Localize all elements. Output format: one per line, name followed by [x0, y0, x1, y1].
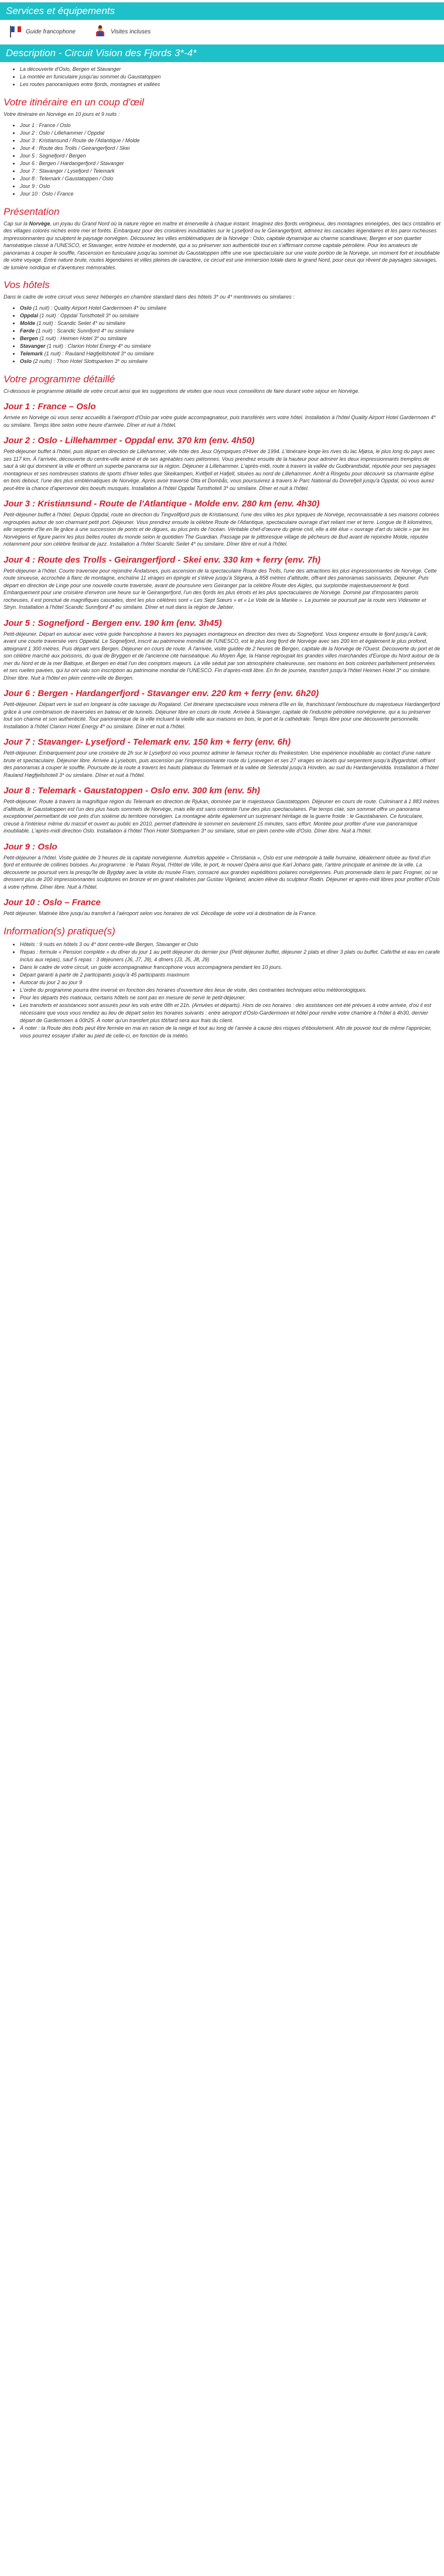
info-item: • Hôtels : 9 nuits en hôtels 3 ou 4* dont centre-ville Bergen, Stavanger et Oslo [20, 941, 444, 948]
itinerary-day: • Jour 7 : Stavanger / Lysefjord / Telemark [20, 167, 444, 175]
itinerary-day: • Jour 10 : Oslo / France [20, 190, 444, 198]
highlight-item: • Les routes panoramiques entre fjords, montagnes et vallées [20, 81, 444, 88]
page [0, 2, 444, 1040]
description-section [0, 44, 444, 1040]
itinerary-title: Votre itinéraire en un coup d'œil [4, 97, 144, 108]
itinerary-intro: Votre itinéraire en Norvège en 10 jours et 9 nuits : [4, 111, 120, 117]
hotel-item: • Oppdal (1 nuit) : Oppdal Turisthotell 3* ou similaire [20, 312, 444, 320]
itinerary-day: • Jour 4 : Route des Trolls / Geirangerfjord / Skei [20, 145, 444, 152]
infos-title: Information(s) pratique(s) [4, 925, 115, 937]
day-title: Jour 2 : Oslo - Lillehammer - Oppdal env. 370 km (env. 4h50) [4, 436, 255, 446]
day-title: Jour 7 : Stavanger- Lysefjord - Telemark env. 150 km + ferry (env. 6h) [4, 737, 291, 747]
hotel-item: • Molde (1 nuit) : Scandic Seilet 4* ou similaire [20, 320, 444, 327]
info-item: • Dans le cadre de votre circuit, un guide accompagnateur francophone vous accompagnera pendant les 10 jours. [20, 964, 444, 971]
day-text: Petit-déjeuner à l'hôtel. Visite guidée de 3 heures de la capitale norvégienne. Autrefois appelée « Christiania », Oslo est une métropole à taille humaine, idéalement située au fond d'un fjord et entourée de collines boisées. Au programme : le Palais Royal, l'Hôtel de Ville, le port, le nouvel Opéra ainsi que Karl Johans gate, l'artère principale et animée de la ville. La découverte se poursuit vers la presqu'île de Bygdøy avec la visite du musée Fram, consacré aux grandes expéditions polaires norvégiennes. Puis promenade dans le parc Frogner, où se dressent plus de 200 impressionnantes sculptures en bronze et en granit réalisées par Gustav Vigeland, ancien élève du sculpteur Rodin. Déjeuner et après-midi libres pour profiter d'Oslo à votre rythme. Dîner libre. Nuit à l'hôtel. [4, 854, 440, 890]
info-item: • L'ordre du programme pourra être inversé en fonction des horaires d'ouverture des lieux de visite, des contraintes techniques et/ou météorologiques. [20, 986, 444, 994]
description-title: Description - Circuit Vision des Fjords 3*-4* [0, 44, 444, 62]
info-item: • Départ garanti à partir de 2 participants jusqu'à 45 participants maximum [20, 971, 444, 979]
day-title: Jour 9 : Oslo [4, 841, 57, 852]
itinerary-day: • Jour 2 : Oslo / Lillehammer / Oppdal [20, 129, 444, 137]
itinerary-day: • Jour 6 : Bergen / Hardangerfjord / Stavanger [20, 160, 444, 167]
info-item: • Autocar du jour 2 au jour 9 [20, 979, 444, 986]
service-visits [93, 25, 151, 39]
info-item: • Pour les départs très matinaux, certains hôtels ne sont pas en mesure de servir le petit-déjeuner. [20, 994, 444, 1002]
service-guide [8, 25, 76, 39]
highlight-item: • La découverte d'Oslo, Bergen et Stavanger [20, 66, 444, 73]
presentation-title: Présentation [4, 205, 60, 217]
description-highlights [0, 66, 444, 88]
day-text: Petit-déjeuner. Départ en autocar avec votre guide francophone à travers les paysages montagneux en direction des rives du Sognefjord. Vous longerez ensuite le fjord jusqu'à Lavik, avant une courte traversée vers Oppedal. Le Sognefjord, inscrit au patrimoine mondial de l'UNESCO, est le plus long fjord de Norvège avec ses 200 km et également le plus profond, atteignant 1 300 mètres. Puis départ vers Bergen. Déjeuner en cours de route. À l'arrivée, visite guidée de 2 heures de Bergen, capitale de la Norvège de l'Ouest. Découverte du port et de son célèbre marché aux poissons, du quai de Bryggen et de l'ancienne cité hanséatique. Au Moyen Âge, la Hanse regroupait les grandes villes marchandes d'Europe du Nord autour de la mer du Nord et de la mer Baltique, et Bergen en était l'un des comptoirs majeurs. La ville séduit par son atmosphère chaleureuse, ses maisons en bois colorées parfaitement préservées et ses ruelles pavées, qui lui ont valu son inscription au patrimoine mondial de l'UNESCO. Fin d'après-midi libre. En fin de journée, transfert jusqu'à l'hôtel Heimen Hotel 3* ou similaire. Dîner libre. Nuit à l'hôtel en plein centre-ville de Bergen. [4, 631, 440, 681]
hotel-item: • Stavanger (1 nuit) : Clarion Hotel Energy 4* ou similaire [20, 342, 444, 350]
itinerary-day: • Jour 1 : France / Oslo [20, 122, 444, 129]
day-text: Petit-déjeuner. Route à travers la magnifique région du Telemark en direction de Rjukan, dominée par le majestueux Gaustatoppen. Déjeuner en cours de route. Culminant à 1 883 mètres d'altitude, le Gaustatoppen est l'un des plus hauts sommets de Norvège, mais elle est sans conteste l'une des plus spectaculaires. Par temps clair, son sommet offre un panorama exceptionnel permettant de voir près d'un sixième du territoire norvégien. La montagne abrite également un surprenant héritage de la guerre froide : le Gaustabanen. Ce funiculaire, creusé à l'intérieur même du massif et ouvert au public en 2010, permet d'atteindre le sommet en seulement 15 minutes, sans effort. Montée pour profiter d'une vue panoramique inoubliable. L'après-midi direction Oslo. Installation à l'hôtel Thon Hotel Slottsparken 3* ou similaire, situé en plein centre-ville d'Oslo. Dîner libre. Nuit à l'hôtel. [4, 799, 439, 834]
info-item: • Les transferts et assistances sont assurés pour les vols entre 08h et 21h. (Arrivées et départs). Hors de ces horaires : des assistances ont été prévues à votre arrivée, d'où il est nécessaire que vous vous rendiez au lieu de départ selon les horaires suivants : entre aéroport d'Oslo-Gardermoen et hôtel pour rendre votre chambre à l'hôtel à 4h30, dernier départ de Gardermoen à 00h25. À noter qu'un transfert plus tôt/tard sera aux frais du client. [20, 1002, 444, 1025]
day-text: Petit-déjeuner. Embarquement pour une croisière de 2h sur le Lysefjord où vous pourrez admirer le fameux rocher du Preikestolen. Une expérience inoubliable au contact d'une nature brute et spectaculaire. Déjeuner libre. Arrivée à Lysebotn, puis ascension par l'impressionnante route du Lysevegen et ses 27 virages en lacets qui serpentent jusqu'à Øygardstøl, offrant des panoramas à couper le souffle. Poursuite de la route à travers les hauts plateaux du Telemark et la vallée de Setesdal jusqu'à Hovden, au sud du Hardangervidda. Installation à l'hôtel Rauland Høgfjellshotell 3* ou similaire. Dîner et nuit à l'hôtel. [4, 750, 439, 778]
day-title: Jour 3 : Kristiansund - Route de l'Atlantique - Molde env. 280 km (env. 4h30) [4, 499, 320, 509]
hotel-item: • Oslo (2 nuits) : Thon Hotel Slottsparken 3* ou similaire [20, 358, 444, 365]
hotel-item: • Oslo (1 nuit) : Quality Airport Hotel Gardermoen 4* ou similaire [20, 304, 444, 312]
day-text: Petit-déjeuner à l'hôtel. Courte traversée pour rejoindre Åndalsnes, puis ascension de la spectaculaire Route des Trolls, l'une des attractions les plus impressionnantes de Norvège. Cette route sinueuse, accrochée à flanc de montagne, enchaîne 11 virages en épingle et s'élève jusqu'à Stigrøra, à 858 mètres d'altitude, offrant des panoramas saisissants. Déjeuner. Puis départ en direction de Linge pour une nouvelle courte traversée, avant de poursuivre vers Geiranger par la célèbre Route des Aigles, qui surplombe majestueusement le fjord. Embarquement pour une croisière d'environ une heure sur le Geirangerfjord, l'un des fjords les plus étroits et les plus spectaculaires de Norvège. Dominé par d'imposantes parois rocheuses, il est ponctué de magnifiques cascades, dont les plus célèbres sont « Les Sept Sœurs » et « Le Voile de la Mariée ». La journée se poursuit par la route vers Videseter et Stryn. Installation à l'hôtel Scandic Sunnfjord 4* ou similaire. Dîner et nuit dans la région de Jølster. [4, 567, 437, 610]
itinerary-list [0, 122, 444, 198]
flag-icon [8, 25, 22, 39]
day-text: Arrivée en Norvège où vous serez accueillis à l'aéroport d'Oslo par votre guide accompagnateur, puis transférés vers votre hôtel. Installation à l'hôtel Quality Airport Hotel Gardermoen 4* ou similaire. Temps libre selon votre heure d'arrivée. Dîner et nuit à l'hôtel. [4, 415, 436, 428]
presentation-text: Cap sur la Norvège, un joyau du Grand Nord où la nature règne en maître et émerveille à chaque instant. Imaginez des fjords vertigineux, des montagnes enneigées, des lacs cristallins et des villages colorés nichés entre mer et forêts. Embarquez pour des croisières inoubliables sur le Lysefjord ou le Geirangerfjord, admirez les cascades légendaires et les paroi rocheuses impressionnantes qui sculptent le paysage norvégien. Découvrez les villes emblématiques de la Norvège : Oslo, capitale dynamique au charme scandinave, Bergen et son quartier hanséatique classé à l'UNESCO, et Stavanger, entre histoire et modernité, qui a su préserver son authenticité tout en s'affirmant comme capitale pétrolière. Pour les amateurs de panoramas à couper le souffle, l'ascension en funiculaire jusqu'au sommet du Gaustatoppen offre une vue spectaculaire sur une vaste portion de la Norvège, un moment fort et inoubliable de votre voyage. Entre nature brute, routes légendaires et villes pleines de caractère, ce circuit est une immersion totale dans le grand Nord, pour ceux qui rêvent de paysages sauvages, de lumière nordique et d'aventures mémorables. [4, 220, 440, 270]
service-guide-label: Guide francophone [26, 28, 76, 35]
day-title: Jour 5 : Sognefjord - Bergen env. 190 km (env. 3h45) [4, 618, 222, 628]
hotels-intro: Dans le cadre de votre circuit vous serez hébergés en chambre standard dans des hôtels 3* ou 4* mentionnés ou similaires : [4, 294, 295, 300]
itinerary-day: • Jour 3 : Kristiansund / Route de l'Atlantique / Molde [20, 137, 444, 145]
highlight-item: • La montée en funiculaire jusqu'au sommet du Gaustatoppen [20, 73, 444, 81]
services-section [0, 2, 444, 44]
day-title: Jour 10 : Oslo – France [4, 898, 101, 907]
hotel-item: • Telemark (1 nuit) : Rauland Høgfjellshotell 3* ou similaire [20, 350, 444, 358]
hotels-list [0, 304, 444, 365]
program-title: Votre programme détaillé [4, 373, 115, 385]
itinerary-day: • Jour 9 : Oslo [20, 183, 444, 190]
info-item: • Repas : formule « Pension complète » du dîner du jour 1 au petit déjeuner du dernier jour (Petit déjeuner buffet, déjeuner 2 plats et dîner 3 plats ou buffet. Café/thé et eau en carafe inclus aux repas), sauf 5 repas : 3 déjeuners (J6, J7, J9), 4 dîners (J3, J5, J8, J9) [20, 948, 444, 964]
day-title: Jour 1 : France – Oslo [4, 402, 96, 412]
services-list [0, 20, 444, 44]
program-intro: Ci-dessous le programme détaillé de votre circuit ainsi que les suggestions de visites que nous vous conseillons de faire durant votre séjour en Norvège. [4, 388, 360, 394]
hotels-title: Vos hôtels [4, 279, 50, 290]
infos-list [0, 941, 444, 1040]
visitors-icon [93, 25, 107, 39]
day-title: Jour 6 : Bergen - Hardangerfjord - Stavanger env. 220 km + ferry (env. 6h20) [4, 688, 319, 698]
service-visits-label: Visites incluses [111, 28, 151, 35]
day-title: Jour 8 : Telemark - Gaustatoppen - Oslo env. 300 km (env. 5h) [4, 786, 260, 796]
services-title: Services et équipements [0, 2, 444, 20]
day-text: Petit-déjeuner. Départ vers le sud en longeant la côte sauvage du Rogaland. Cet itinéraire spectaculaire vous mènera d'île en île, franchissant l'embouchure du majestueux Hardangerfjord grâce à une combinaison de traversées en bateau et de tunnels. Déjeuner libre en cours de route. Arrivée à Stavanger, capitale de l'industrie pétrolière norvégienne, qui a su préserver tout son charme et son authenticité. Tour panoramique de la ville incluant la vieille ville aux maisons en bois, le port et la cathédrale. Temps libre pour une découverte personnelle. Installation à l'hôtel Clarion Hotel Energy 4* ou similaire. Dîner et nuit à l'hôtel. [4, 701, 440, 729]
day-text: Petit-déjeuner buffet à l'hôtel, puis départ en direction de Lillehammer, ville hôte des Jeux Olympiques d'Hiver de 1994. L'itinéraire longe les rives du lac Mjøsa, le plus long du pays avec ses 117 km. À l'arrivée, découverte du centre-ville animé et de ses agréables rues piétonnes. Vous prendrez ensuite de la hauteur pour admirer les deux impressionnants tremplins de saut à ski qui dominent la ville et offrent un superbe panorama sur la région. Déjeuner à Lillehammer. L'après-midi, route à travers la vallée du Gudbrandsdal, réputée pour ses paysages montagneux et ses nombreuses stations de sports d'hiver telles que Skeikampen, Kvitfjell et Hafjell, situées au nord de Lillehammer. Arrêt à Ringebu pour découvrir sa charmante église en bois debout, l'une des plus emblématiques de Norvège. Après avoir traversé Otta et Dombås, vous poursuivrez à travers le Parc National du Dovrefjell jusqu'à Oppdal, où vous aurez peut-être la chance d'apercevoir des boeufs musqués. Installation à l'hôtel Oppdal Turisthotell 3* ou similaire. Dîner et nuit à l'hôtel. [4, 448, 436, 491]
itinerary-day: • Jour 8 : Telemark / Gaustatoppen / Oslo [20, 175, 444, 183]
info-item: • À noter : la Route des trolls peut être fermée en mai en raison de la neige et tout au long de l'année à cause des risques d'éboulement. Afin de pouvoir tout de même l'apprécier, vous pourrez essayer d'aller au pied de celle-ci, en fonction de la météo. [20, 1025, 444, 1040]
day-text: Petit-déjeuner buffet à l'hôtel. Depuis Oppdal, route en direction du Tingvollfjord puis de Kristiansund, l'une des villes les plus typiques de Norvège, reconnaissable à ses maisons colorées regroupées autour de son charmant petit port. Déjeuner. Vous prendrez ensuite la célèbre Route de l'Atlantique, spectaculaire ouvrage d'art reliant mer et terre. Longue de 8 kilomètres, elle serpente d'île en île grâce à une succession de ponts et de digues, au plus près de l'océan. Véritable chef-d'œuvre du génie civil, elle a été élue « ouvrage d'art du siècle » par les Norvégiens et figure parmi les plus belles routes du monde selon le quotidien The Guardian. Passage par le pittoresque village de pêcheurs de Bud avant de rejoindre Molde, réputée notamment pour son célèbre festival de jazz. Installation à l'hôtel Scandic Seilet 4* ou similaire. Dîner libre et nuit à l'hôtel. [4, 512, 439, 547]
day-text: Petit déjeuner. Matinée libre jusqu'au transfert à l'aéroport selon vos horaires de vol. Décollage de votre vol à destination de la France. [4, 910, 317, 916]
hotel-item: • Bergen (1 nuit) : Heimen Hotel 3* ou similaire [20, 335, 444, 342]
hotel-item: • Førde (1 nuit) : Scandic Sunnfjord 4* ou similaire [20, 327, 444, 335]
itinerary-day: • Jour 5 : Sognefjord / Bergen [20, 152, 444, 160]
day-title: Jour 4 : Route des Trolls - Geirangerfjord - Skei env. 330 km + ferry (env. 7h) [4, 554, 321, 565]
